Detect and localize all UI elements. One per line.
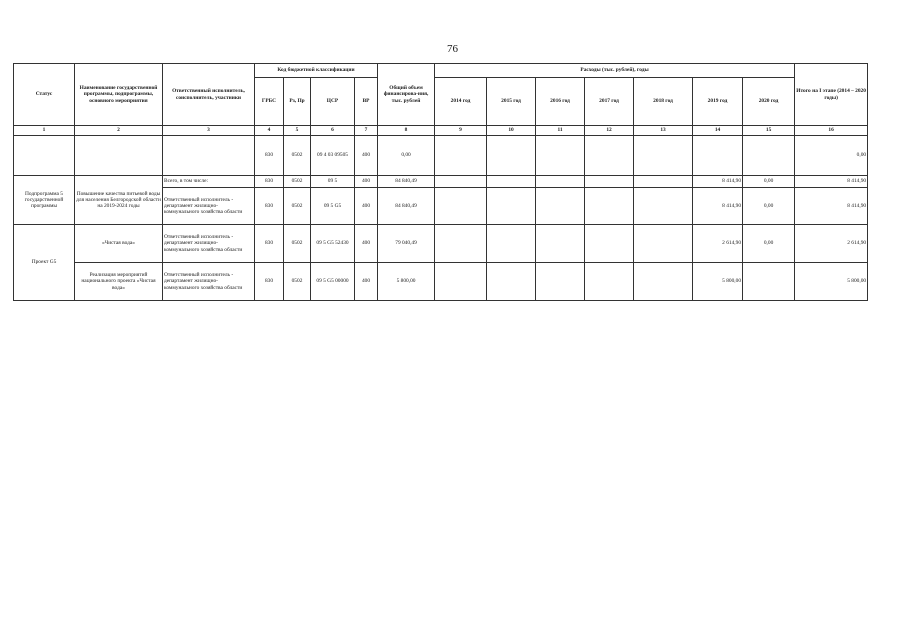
y2020-cell [743, 263, 795, 301]
rzpr-cell: 0502 [284, 136, 311, 176]
y2020-cell: 0,00 [743, 176, 795, 188]
grbs-cell: 830 [255, 136, 284, 176]
column-number: 7 [355, 126, 378, 136]
total-cell: 84 840,49 [378, 188, 435, 225]
column-number: 14 [693, 126, 743, 136]
total-cell: 0,00 [378, 136, 435, 176]
stage-total-cell: 5 800,00 [795, 263, 868, 301]
header-responsible: Ответственный исполнитель, соисполнитель, участники [163, 64, 255, 126]
grbs-cell: 830 [255, 225, 284, 263]
csr-cell: 09 5 G5 00000 [311, 263, 355, 301]
header-budget-code: Код бюджетной классификации [255, 64, 378, 78]
header-status: Статус [14, 64, 75, 126]
name-cell: Повышение качества питьевой воды для населения Белгородской области на 2019-2024 годы [75, 176, 163, 225]
page-number: 76 [447, 43, 458, 55]
csr-cell: 09 5 G5 [311, 188, 355, 225]
column-number: 13 [634, 126, 693, 136]
y2019-cell: 5 800,00 [693, 263, 743, 301]
column-number: 8 [378, 126, 435, 136]
header-stage-total: Итого на I этапе (2014 – 2020 годы) [795, 64, 868, 126]
name-cell [75, 136, 163, 176]
column-number: 16 [795, 126, 868, 136]
header-csr: ЦСР [311, 78, 355, 126]
header-vr: ВР [355, 78, 378, 126]
status-cell: Проект G5 [14, 225, 75, 301]
vr-cell: 400 [355, 263, 378, 301]
column-number: 12 [585, 126, 634, 136]
y2020-cell [743, 136, 795, 176]
column-number: 11 [536, 126, 585, 136]
column-number: 5 [284, 126, 311, 136]
vr-cell: 400 [355, 188, 378, 225]
column-number: 3 [163, 126, 255, 136]
column-number: 1 [14, 126, 75, 136]
column-number: 6 [311, 126, 355, 136]
vr-cell: 400 [355, 225, 378, 263]
stage-total-cell: 8 414,90 [795, 188, 868, 225]
header-grbs: ГРБС [255, 78, 284, 126]
y2019-cell: 2 614,90 [693, 225, 743, 263]
responsible-cell: Ответственный исполнитель - департамент жилищно-коммунального хозяйства области [163, 225, 255, 263]
header-name: Наименование государственной программы, подпрограммы, основного мероприятия [75, 64, 163, 126]
responsible-cell: Всего, в том числе: [163, 176, 255, 188]
vr-cell: 400 [355, 176, 378, 188]
column-number: 9 [435, 126, 487, 136]
total-cell: 5 800,00 [378, 263, 435, 301]
y2019-cell: 8 414,90 [693, 188, 743, 225]
budget-table [13, 63, 868, 301]
table-row [14, 176, 868, 188]
name-cell: «Чистая вода» [75, 225, 163, 263]
header-total: Общий объем финансирова-ния, тыс. рублей [378, 64, 435, 126]
header-year: 2015 год [487, 78, 536, 126]
column-numbers-row [14, 126, 868, 136]
y2019-cell: 8 414,90 [693, 176, 743, 188]
status-cell [14, 136, 75, 176]
csr-cell: 09 5 [311, 176, 355, 188]
y2020-cell: 0,00 [743, 188, 795, 225]
table-row [14, 225, 868, 263]
header-year: 2020 год [743, 78, 795, 126]
grbs-cell: 830 [255, 188, 284, 225]
grbs-cell: 830 [255, 263, 284, 301]
rzpr-cell: 0502 [284, 263, 311, 301]
vr-cell: 400 [355, 136, 378, 176]
rzpr-cell: 0502 [284, 176, 311, 188]
rzpr-cell: 0502 [284, 188, 311, 225]
responsible-cell: Ответственный исполнитель - департамент жилищно-коммунального хозяйства области [163, 263, 255, 301]
column-number: 4 [255, 126, 284, 136]
stage-total-cell: 2 614,90 [795, 225, 868, 263]
table-row [14, 136, 868, 176]
header-year: 2014 год [435, 78, 487, 126]
csr-cell: 09 5 G5 52430 [311, 225, 355, 263]
responsible-cell: Ответственный исполнитель - департамент жилищно-коммунального хозяйства области [163, 188, 255, 225]
header-year: 2017 год [585, 78, 634, 126]
header-expenses: Расходы (тыс. рублей), годы [435, 64, 795, 78]
name-cell: Реализация мероприятий национального проекта «Чистая вода» [75, 263, 163, 301]
column-number: 2 [75, 126, 163, 136]
column-number: 15 [743, 126, 795, 136]
header-year: 2018 год [634, 78, 693, 126]
header-year: 2019 год [693, 78, 743, 126]
csr-cell: 09 4 03 09505 [311, 136, 355, 176]
rzpr-cell: 0502 [284, 225, 311, 263]
column-number: 10 [487, 126, 536, 136]
status-cell: Подпрограмма 5 государственной программы [14, 176, 75, 225]
y2019-cell [693, 136, 743, 176]
header-rzpr: Рз, Пр [284, 78, 311, 126]
grbs-cell: 830 [255, 176, 284, 188]
total-cell: 79 040,49 [378, 225, 435, 263]
header-year: 2016 год [536, 78, 585, 126]
responsible-cell [163, 136, 255, 176]
total-cell: 84 840,49 [378, 176, 435, 188]
stage-total-cell: 0,00 [795, 136, 868, 176]
table-row [14, 263, 868, 301]
y2020-cell: 0,00 [743, 225, 795, 263]
stage-total-cell: 8 414,90 [795, 176, 868, 188]
